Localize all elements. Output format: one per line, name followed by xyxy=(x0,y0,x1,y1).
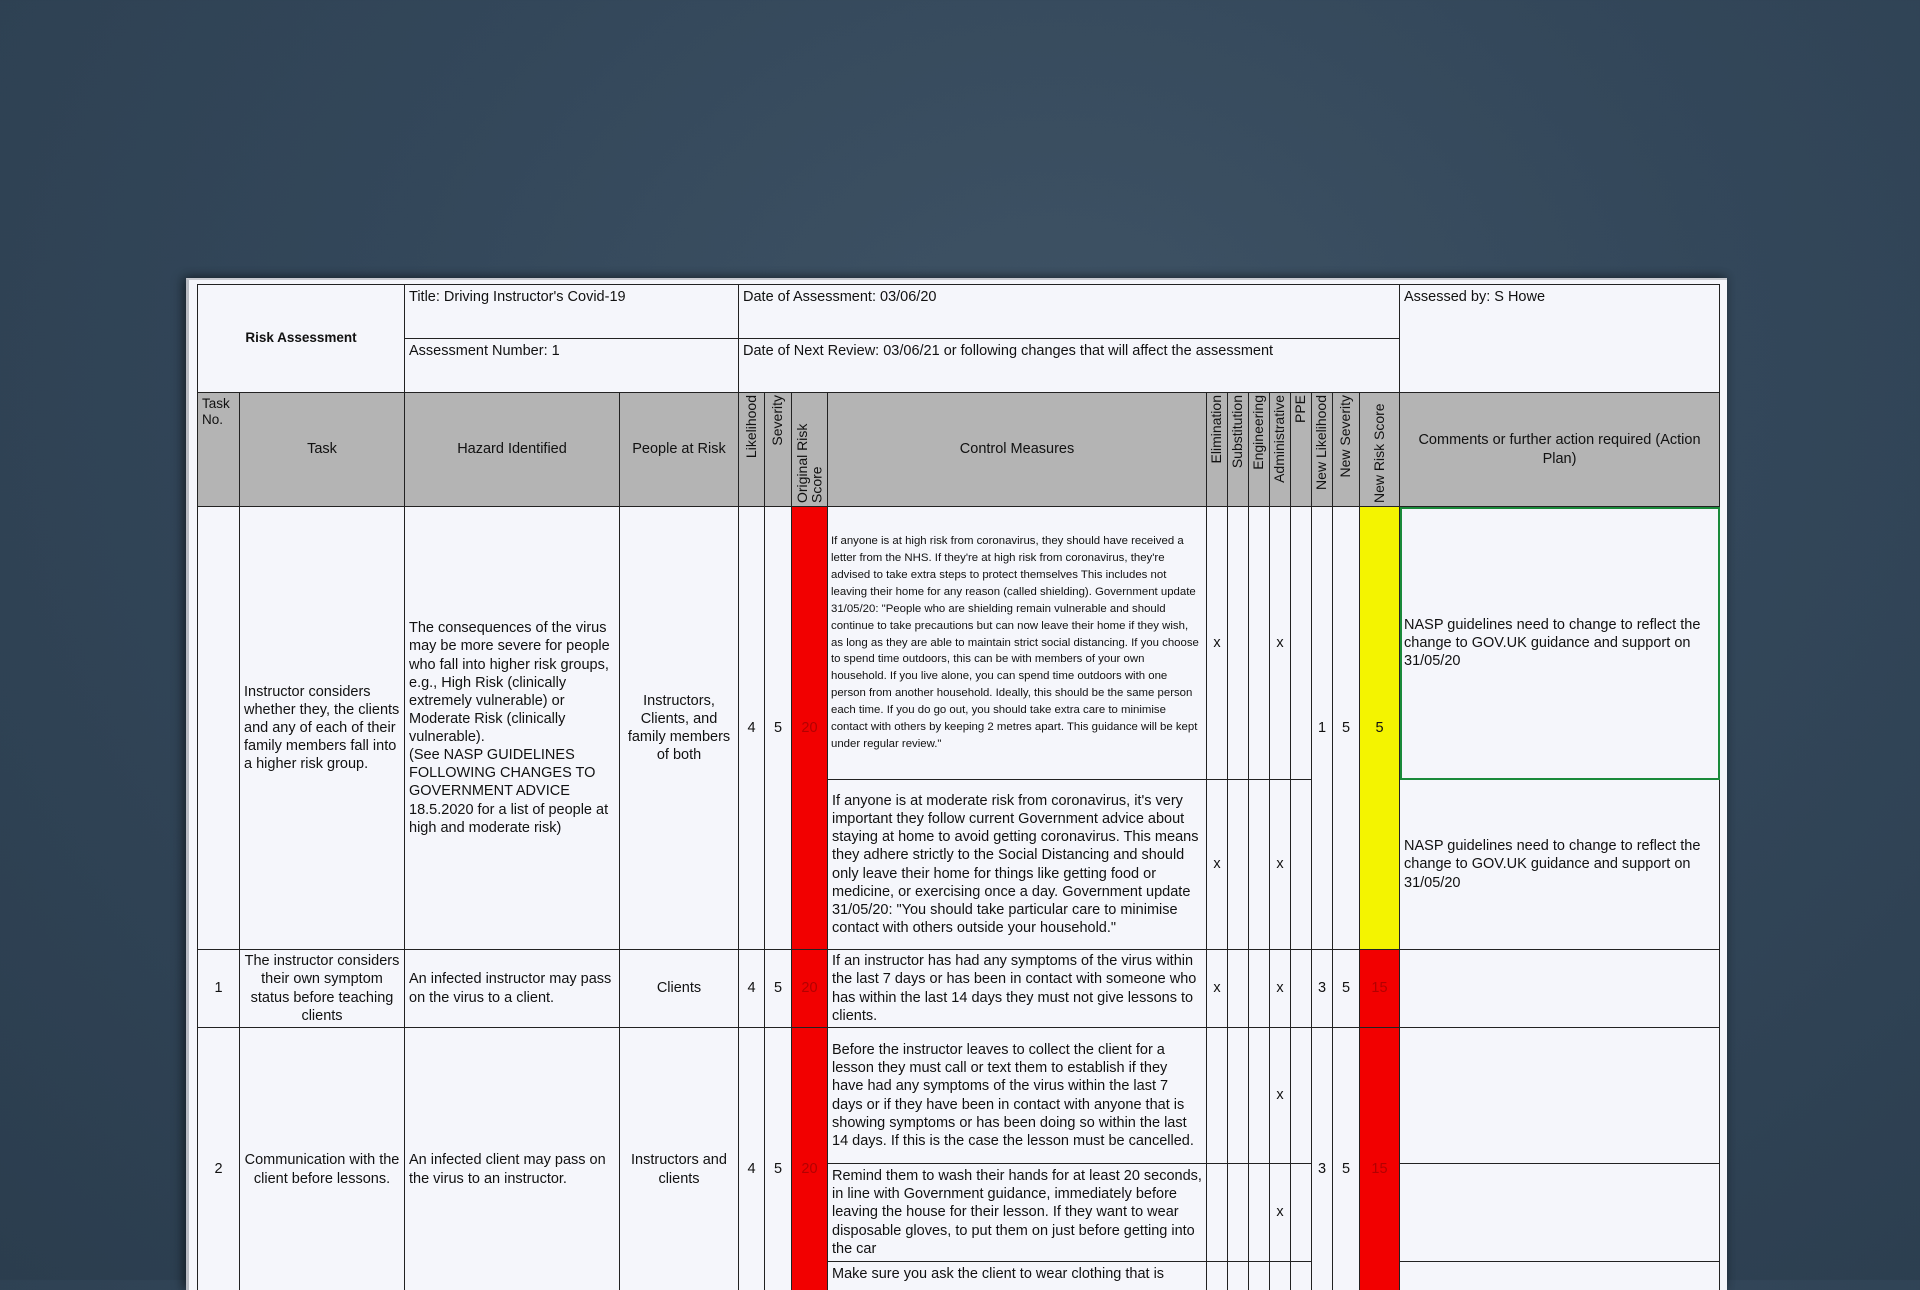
ppe-mark xyxy=(1291,950,1312,1028)
hazard-cell: An infected client may pass on the virus to an instructor. xyxy=(405,1028,620,1290)
risk-assessment-sheet xyxy=(186,278,1727,1290)
new-likelihood-cell: 3 xyxy=(1312,1028,1333,1290)
task-cell: Instructor considers whether they, the clients and any of each of their family members fall into a higher risk group. xyxy=(240,507,405,950)
col-ppe: PPE xyxy=(1291,393,1312,507)
risk-score-cell: 20 xyxy=(792,1028,828,1290)
col-control-measures: Control Measures xyxy=(828,393,1207,507)
engineering-mark xyxy=(1249,1028,1270,1164)
risk-assessment-label: Risk Assessment xyxy=(198,285,405,393)
comment-cell xyxy=(1400,950,1720,1028)
control-measure-cell: If anyone is at moderate risk from coronavirus, it's very important they follow current Government advice about staying at home to avoid getting coronavirus. This means they adhere strictly to the Social Distancing and should only leave their home for things like getting food or medicine, or exercising once a day. Government update 31/05/20: "You should take particular care to minimise contact with others outside your household." xyxy=(828,780,1207,950)
elimination-mark: x xyxy=(1207,950,1228,1028)
administrative-mark: x xyxy=(1270,1028,1291,1164)
severity-cell: 5 xyxy=(765,507,792,950)
severity-cell: 5 xyxy=(765,950,792,1028)
col-new-risk-score: New Risk Score xyxy=(1360,393,1400,507)
risk-score-cell: 20 xyxy=(792,950,828,1028)
ppe-mark xyxy=(1291,507,1312,780)
substitution-mark xyxy=(1228,507,1249,780)
col-original-risk-score: Original Risk Score xyxy=(792,393,828,507)
date-of-assessment: Date of Assessment: 03/06/20 xyxy=(739,285,1400,339)
control-measure-cell: Remind them to wash their hands for at least 20 seconds, in line with Government guidance, immediately before leaving the house for their lesson. If they want to wear disposable gloves, to put them on just before getting into the car xyxy=(828,1164,1207,1262)
elimination-mark xyxy=(1207,1262,1228,1290)
ppe-mark xyxy=(1291,1164,1312,1262)
administrative-mark: x xyxy=(1270,780,1291,950)
control-measure-cell: If anyone is at high risk from coronavirus, they should have received a letter from the NHS. If they're at high risk from coronavirus, they're advised to take extra steps to protect themselves This includes not leaving their home for any reason (called shielding). Government update 31/05/20: "People who are shielding remain vulnerable and should continue to take precautions but can now leave their home if they wish, as long as they are able to maintain strict social distancing. If you choose to spend time outdoors, this can be with members of your own household. If you live alone, you can spend time outdoors with one person from another household. Ideally, this should be the same person each time. If you do go out, you should take extra care to minimise contact with others by keeping 2 metres apart. This guidance will be kept under regular review." xyxy=(828,507,1207,780)
new-severity-cell: 5 xyxy=(1333,950,1360,1028)
col-hazard: Hazard Identified xyxy=(405,393,620,507)
new-likelihood-cell: 3 xyxy=(1312,950,1333,1028)
engineering-mark xyxy=(1249,507,1270,780)
administrative-mark: x xyxy=(1270,950,1291,1028)
col-task: Task xyxy=(240,393,405,507)
engineering-mark xyxy=(1249,1262,1270,1290)
comment-cell xyxy=(1400,1028,1720,1164)
new-likelihood-cell: 1 xyxy=(1312,507,1333,950)
col-comments: Comments or further action required (Action Plan) xyxy=(1400,393,1720,507)
substitution-mark xyxy=(1228,950,1249,1028)
risk-score-cell: 20 xyxy=(792,507,828,950)
task-no-cell: 2 xyxy=(198,1028,240,1290)
administrative-mark: x xyxy=(1270,507,1291,780)
comment-cell xyxy=(1400,1164,1720,1262)
engineering-mark xyxy=(1249,780,1270,950)
date-of-next-review: Date of Next Review: 03/06/21 or following changes that will affect the assessment xyxy=(739,339,1400,393)
control-measure-cell: If an instructor has had any symptoms of the virus within the last 7 days or has been in contact with someone who has within the last 14 days they must not give lessons to clients. xyxy=(828,950,1207,1028)
control-measure-cell: Make sure you ask the client to wear clothing that is xyxy=(828,1262,1207,1290)
administrative-mark xyxy=(1270,1262,1291,1290)
assessment-number: Assessment Number: 1 xyxy=(405,339,739,393)
col-new-likelihood: New Likelihood xyxy=(1312,393,1333,507)
new-risk-score-cell: 15 xyxy=(1360,950,1400,1028)
engineering-mark xyxy=(1249,1164,1270,1262)
substitution-mark xyxy=(1228,780,1249,950)
ppe-mark xyxy=(1291,780,1312,950)
substitution-mark xyxy=(1228,1262,1249,1290)
new-severity-cell: 5 xyxy=(1333,1028,1360,1290)
task-cell: The instructor considers their own symptom status before teaching clients xyxy=(240,950,405,1028)
task-no-cell xyxy=(198,507,240,950)
elimination-mark: x xyxy=(1207,780,1228,950)
elimination-mark: x xyxy=(1207,507,1228,780)
task-no-cell: 1 xyxy=(198,950,240,1028)
elimination-mark xyxy=(1207,1028,1228,1164)
new-severity-cell: 5 xyxy=(1333,507,1360,950)
hazard-cell: An infected instructor may pass on the virus to a client. xyxy=(405,950,620,1028)
comment-cell xyxy=(1400,1262,1720,1290)
people-cell: Clients xyxy=(620,950,739,1028)
col-people-at-risk: People at Risk xyxy=(620,393,739,507)
new-risk-score-cell: 5 xyxy=(1360,507,1400,950)
col-severity: Severity xyxy=(765,393,792,507)
task-cell: Communication with the client before lessons. xyxy=(240,1028,405,1290)
col-administrative: Administrative xyxy=(1270,393,1291,507)
administrative-mark: x xyxy=(1270,1164,1291,1262)
assessment-title: Title: Driving Instructor's Covid-19 xyxy=(405,285,739,339)
substitution-mark xyxy=(1228,1164,1249,1262)
ppe-mark xyxy=(1291,1262,1312,1290)
likelihood-cell: 4 xyxy=(739,950,765,1028)
col-new-severity: New Severity xyxy=(1333,393,1360,507)
risk-assessment-table xyxy=(197,284,1720,1290)
engineering-mark xyxy=(1249,950,1270,1028)
control-measure-cell: Before the instructor leaves to collect the client for a lesson they must call or text them to establish if they have had any symptoms of the virus within the last 7 days or if they have been in contact with anyone that is showing symptoms or has been doing so within the last 14 days. If this is the case the lesson must be cancelled. xyxy=(828,1028,1207,1164)
col-engineering: Engineering xyxy=(1249,393,1270,507)
people-cell: Instructors and clients xyxy=(620,1028,739,1290)
new-risk-score-cell: 15 xyxy=(1360,1028,1400,1290)
comment-cell: NASP guidelines need to change to reflect the change to GOV.UK guidance and support on 31/05/20 xyxy=(1400,507,1720,780)
likelihood-cell: 4 xyxy=(739,507,765,950)
severity-cell: 5 xyxy=(765,1028,792,1290)
col-likelihood: Likelihood xyxy=(739,393,765,507)
col-elimination: Elimination xyxy=(1207,393,1228,507)
col-task-no: Task No. xyxy=(198,393,240,507)
col-substitution: Substitution xyxy=(1228,393,1249,507)
people-cell: Instructors, Clients, and family members of both xyxy=(620,507,739,950)
elimination-mark xyxy=(1207,1164,1228,1262)
substitution-mark xyxy=(1228,1028,1249,1164)
comment-cell: NASP guidelines need to change to reflect the change to GOV.UK guidance and support on 31/05/20 xyxy=(1400,780,1720,950)
hazard-cell: The consequences of the virus may be more severe for people who fall into higher risk groups, e.g., High Risk (clinically extremely vulnerable) or Moderate Risk (clinically vulnerable). (See NASP GUIDELINES FOLLOWING CHANGES TO GOVERNMENT ADVICE 18.5.2020 for a list of people at high and moderate risk) xyxy=(405,507,620,950)
ppe-mark xyxy=(1291,1028,1312,1164)
likelihood-cell: 4 xyxy=(739,1028,765,1290)
assessed-by: Assessed by: S Howe xyxy=(1400,285,1720,393)
